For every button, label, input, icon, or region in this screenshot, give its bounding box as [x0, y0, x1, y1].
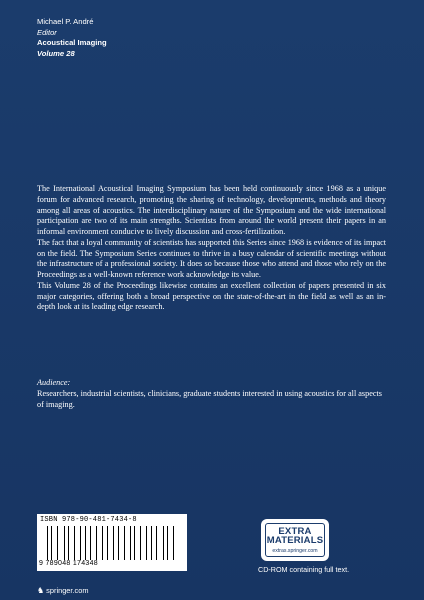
springer-horse-icon: ♞	[37, 586, 45, 595]
publisher-footer	[37, 586, 88, 595]
audience-label: Audience:	[37, 378, 71, 387]
barcode-bars	[47, 526, 179, 560]
book-title: Acoustical Imaging	[37, 38, 107, 47]
editor-role: Editor	[37, 27, 57, 37]
extra-materials-badge	[262, 520, 328, 560]
book-header	[37, 17, 107, 59]
audience-text: Researchers, industrial scientists, clinicians, graduate students interested in using acoustics for all aspects of imaging.	[37, 388, 382, 409]
paragraph-1: The International Acoustical Imaging Symposium has been held continuously since 1968 as a unique forum for advanced research, promoting the sharing of technology, developments, methods and theory among all areas of acoustics. The interdisciplinary nature of the Symposium and the wide international participation are two of its main strengths. Scientists from around the world present their papers in an informal environment conducive to lively discussion and cross-fertilization.	[37, 184, 386, 236]
description	[37, 184, 386, 313]
isbn-number: ISBN 978-90-481-7434-8	[40, 516, 137, 524]
barcode	[37, 514, 187, 571]
paragraph-3: This Volume 28 of the Proceedings likewise contains an excellent collection of papers presented in six major categories, offering both a broad perspective on the state-of-the-art in the field as well as an in-depth look at its leading edge research.	[37, 280, 386, 312]
paragraph-2: The fact that a loyal community of scientists has supported this Series since 1968 is evidence of its impact on the field. The Symposium Series continues to thrive in a busy calendar of scientific meetings without the infrastructure of a professional society. It does so because those who attend and those who rely on the Proceedings as a well-known reference work acknowledge its value.	[37, 237, 386, 279]
badge-url: extras.springer.com	[272, 548, 318, 554]
barcode-digits: 9 789048 174348	[39, 560, 98, 567]
audience-section	[37, 378, 386, 410]
cdrom-caption: CD-ROM containing full text.	[258, 565, 350, 574]
volume-label: Volume 28	[37, 48, 75, 58]
author-name: Michael P. André	[37, 17, 94, 26]
badge-title: EXTRA MATERIALS	[266, 526, 324, 546]
publisher-url[interactable]: springer.com	[46, 586, 89, 595]
